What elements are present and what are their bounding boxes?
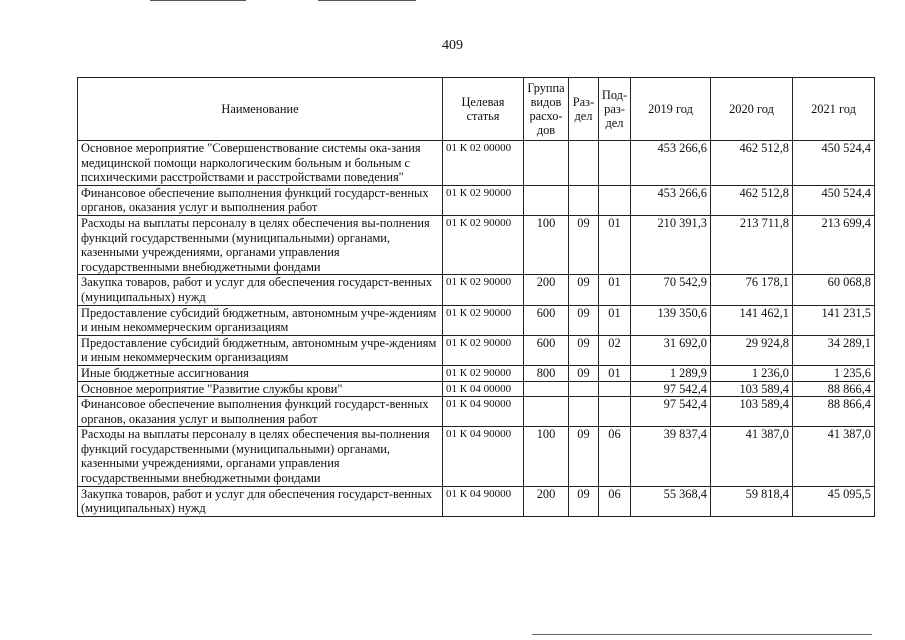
cell-2020: 103 589,4 [711, 381, 793, 397]
cell-target: 01 К 02 00000 [443, 141, 524, 186]
table-row [78, 305, 875, 335]
cell-group: 600 [524, 335, 569, 365]
table-row [78, 486, 875, 516]
cell-target: 01 К 02 90000 [443, 215, 524, 274]
cell-2020: 76 178,1 [711, 275, 793, 305]
cell-section: 09 [569, 486, 599, 516]
cell-target: 01 К 02 90000 [443, 185, 524, 215]
col-header-group: Группа видов расхо-дов [524, 78, 569, 141]
cell-2019: 139 350,6 [631, 305, 711, 335]
cell-2020: 29 924,8 [711, 335, 793, 365]
cell-2020: 59 818,4 [711, 486, 793, 516]
table-row [78, 215, 875, 274]
cell-subsection: 01 [599, 215, 631, 274]
cell-subsection: 02 [599, 335, 631, 365]
cell-subsection: 06 [599, 486, 631, 516]
top-rule-left [150, 0, 246, 1]
cell-2020: 103 589,4 [711, 397, 793, 427]
cell-group [524, 381, 569, 397]
cell-2019: 55 368,4 [631, 486, 711, 516]
cell-subsection: 06 [599, 427, 631, 486]
cell-target: 01 К 02 90000 [443, 335, 524, 365]
cell-2021: 45 095,5 [793, 486, 875, 516]
table-row [78, 185, 875, 215]
cell-2021: 60 068,8 [793, 275, 875, 305]
cell-name: Расходы на выплаты персоналу в целях обеспечения вы-полнения функций государственными (муниципальными) органами, казенными учреждениями, органами управления государственными внебюджетными фондами [78, 215, 443, 274]
cell-subsection: 01 [599, 365, 631, 381]
cell-group [524, 185, 569, 215]
cell-group: 100 [524, 427, 569, 486]
cell-2019: 210 391,3 [631, 215, 711, 274]
cell-section [569, 141, 599, 186]
cell-group: 100 [524, 215, 569, 274]
cell-2020: 462 512,8 [711, 141, 793, 186]
cell-2021: 1 235,6 [793, 365, 875, 381]
cell-2021: 88 866,4 [793, 381, 875, 397]
table-row [78, 427, 875, 486]
cell-section: 09 [569, 365, 599, 381]
cell-2021: 213 699,4 [793, 215, 875, 274]
col-header-subsection: Под-раз-дел [599, 78, 631, 141]
cell-section: 09 [569, 275, 599, 305]
table-row [78, 381, 875, 397]
cell-subsection: 01 [599, 305, 631, 335]
cell-name: Финансовое обеспечение выполнения функций государст-венных органов, оказания услуг и выполнения работ [78, 397, 443, 427]
cell-section [569, 185, 599, 215]
table-row [78, 141, 875, 186]
cell-2020: 1 236,0 [711, 365, 793, 381]
cell-name: Основное мероприятие "Развитие службы крови" [78, 381, 443, 397]
cell-name: Расходы на выплаты персоналу в целях обеспечения вы-полнения функций государственными (муниципальными) органами, казенными учреждениями, органами управления государственными внебюджетными фондами [78, 427, 443, 486]
cell-subsection [599, 397, 631, 427]
cell-2021: 450 524,4 [793, 185, 875, 215]
cell-2019: 97 542,4 [631, 381, 711, 397]
cell-name: Закупка товаров, работ и услуг для обеспечения государст-венных (муниципальных) нужд [78, 275, 443, 305]
page-number: 409 [442, 38, 463, 53]
cell-2021: 450 524,4 [793, 141, 875, 186]
cell-name: Предоставление субсидий бюджетным, автономным учре-ждениям и иным некоммерческим организациям [78, 335, 443, 365]
cell-group [524, 141, 569, 186]
cell-target: 01 К 04 90000 [443, 397, 524, 427]
budget-table [77, 77, 875, 517]
cell-name: Основное мероприятие "Совершенствование системы ока-зания медицинской помощи наркологическим больным и больным с психическими расстройствами и расстройствами поведения" [78, 141, 443, 186]
col-header-2019: 2019 год [631, 78, 711, 141]
cell-section: 09 [569, 335, 599, 365]
cell-name: Предоставление субсидий бюджетным, автономным учре-ждениям и иным некоммерческим организациям [78, 305, 443, 335]
table-row [78, 365, 875, 381]
cell-2019: 31 692,0 [631, 335, 711, 365]
cell-group [524, 397, 569, 427]
cell-group: 600 [524, 305, 569, 335]
cell-name: Финансовое обеспечение выполнения функций государст-венных органов, оказания услуг и выполнения работ [78, 185, 443, 215]
cell-2020: 462 512,8 [711, 185, 793, 215]
col-header-section: Раз-дел [569, 78, 599, 141]
cell-2019: 70 542,9 [631, 275, 711, 305]
table-row [78, 397, 875, 427]
bottom-rule [532, 634, 872, 635]
cell-target: 01 К 04 90000 [443, 427, 524, 486]
cell-subsection [599, 141, 631, 186]
cell-2019: 39 837,4 [631, 427, 711, 486]
table-body [78, 141, 875, 517]
top-rule-right [318, 0, 416, 1]
cell-section: 09 [569, 427, 599, 486]
cell-2020: 213 711,8 [711, 215, 793, 274]
cell-name: Закупка товаров, работ и услуг для обеспечения государст-венных (муниципальных) нужд [78, 486, 443, 516]
cell-2021: 41 387,0 [793, 427, 875, 486]
cell-subsection: 01 [599, 275, 631, 305]
table-row [78, 335, 875, 365]
cell-subsection [599, 381, 631, 397]
cell-2021: 34 289,1 [793, 335, 875, 365]
cell-section [569, 397, 599, 427]
col-header-name: Наименование [78, 78, 443, 141]
cell-name: Иные бюджетные ассигнования [78, 365, 443, 381]
col-header-2021: 2021 год [793, 78, 875, 141]
header-row [78, 78, 875, 141]
cell-2021: 141 231,5 [793, 305, 875, 335]
cell-2021: 88 866,4 [793, 397, 875, 427]
cell-2019: 453 266,6 [631, 185, 711, 215]
cell-target: 01 К 04 00000 [443, 381, 524, 397]
cell-target: 01 К 02 90000 [443, 305, 524, 335]
cell-2019: 1 289,9 [631, 365, 711, 381]
cell-section: 09 [569, 215, 599, 274]
col-header-2020: 2020 год [711, 78, 793, 141]
cell-section [569, 381, 599, 397]
cell-target: 01 К 04 90000 [443, 486, 524, 516]
cell-2019: 453 266,6 [631, 141, 711, 186]
cell-group: 200 [524, 275, 569, 305]
cell-subsection [599, 185, 631, 215]
cell-group: 200 [524, 486, 569, 516]
cell-target: 01 К 02 90000 [443, 365, 524, 381]
cell-2019: 97 542,4 [631, 397, 711, 427]
cell-2020: 41 387,0 [711, 427, 793, 486]
cell-target: 01 К 02 90000 [443, 275, 524, 305]
cell-2020: 141 462,1 [711, 305, 793, 335]
cell-group: 800 [524, 365, 569, 381]
cell-section: 09 [569, 305, 599, 335]
col-header-target: Целевая статья [443, 78, 524, 141]
table-row [78, 275, 875, 305]
